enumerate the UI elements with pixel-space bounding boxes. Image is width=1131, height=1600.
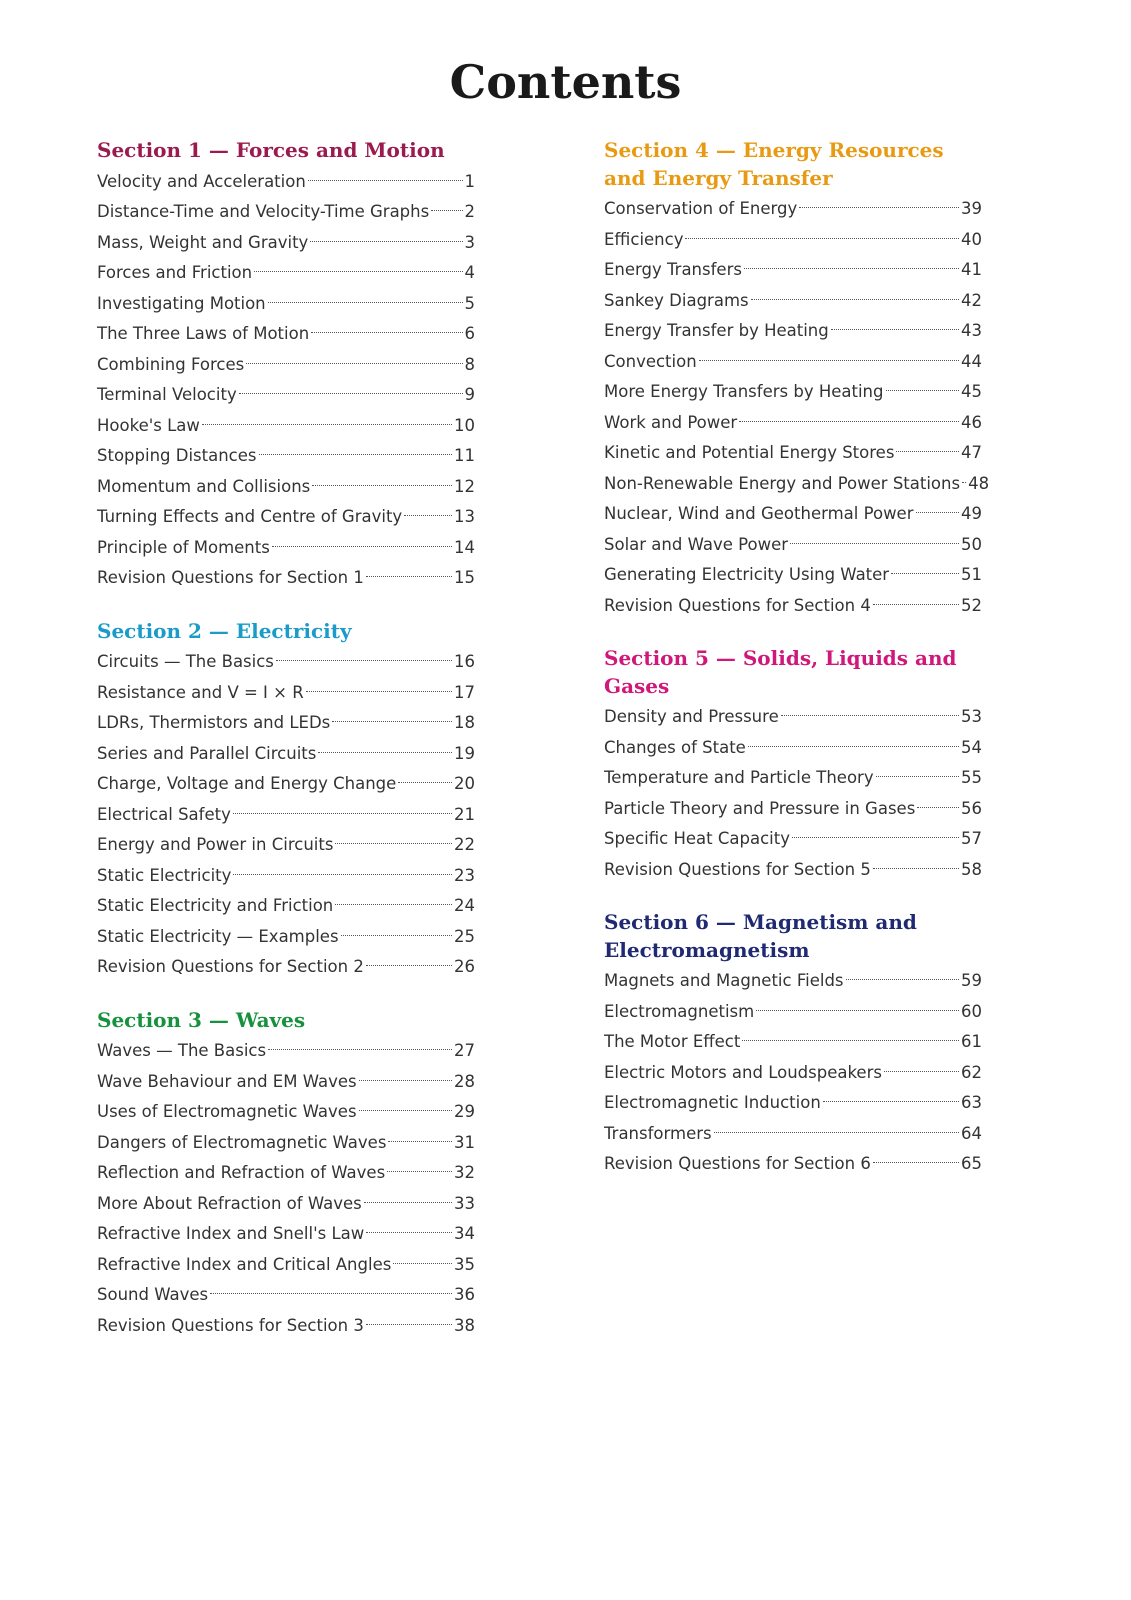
toc-entry-page: 31	[454, 1132, 475, 1152]
toc-entry-title: Refractive Index and Critical Angles	[97, 1254, 392, 1274]
toc-entry-title: Efficiency	[604, 229, 684, 249]
dot-leader	[311, 332, 462, 333]
toc-entry-title: Revision Questions for Section 5	[604, 859, 871, 879]
section-heading: Section 4 — Energy Resources and Energy Transfer	[604, 138, 944, 190]
section-heading: Section 5 — Solids, Liquids and Gases	[604, 646, 957, 698]
toc-entry-title: Static Electricity and Friction	[97, 896, 334, 915]
toc-entry-page: 43	[961, 321, 982, 340]
section-3	[97, 1007, 475, 1342]
dot-leader	[744, 268, 959, 269]
section-6	[604, 909, 982, 1180]
toc-entry-page: 40	[961, 229, 982, 249]
toc-entry	[97, 1219, 475, 1250]
toc-entry	[97, 1189, 475, 1220]
toc-entry	[604, 286, 982, 317]
dot-leader	[896, 451, 959, 452]
toc-entry	[97, 228, 475, 259]
toc-entry-page: 17	[454, 682, 475, 702]
toc-entry-page: 49	[961, 504, 982, 523]
toc-entry	[97, 708, 475, 739]
dot-leader	[272, 546, 452, 547]
toc-entry-page: 63	[961, 1093, 982, 1112]
toc-entry-page: 25	[454, 926, 475, 946]
section-heading: Section 6 — Magnetism and Electromagnetism	[604, 910, 917, 962]
section-1	[97, 137, 475, 594]
dot-leader	[276, 660, 452, 661]
dot-leader	[873, 604, 959, 605]
section-heading: Section 2 — Electricity	[97, 618, 352, 643]
toc-entry-page: 16	[454, 652, 475, 671]
toc-entry-page: 19	[454, 743, 475, 763]
toc-entry-page: 36	[454, 1285, 475, 1304]
toc-entry-page: 9	[464, 385, 475, 404]
toc-entry	[97, 1128, 475, 1159]
dot-leader	[781, 715, 959, 716]
dot-leader	[268, 1049, 452, 1050]
toc-entry-page: 41	[961, 260, 982, 279]
toc-entry-title: Static Electricity — Examples	[97, 926, 339, 946]
toc-entry	[97, 739, 475, 770]
toc-entry-title: Combining Forces	[97, 354, 245, 374]
toc-entry	[97, 861, 475, 892]
toc-entry-title: Turning Effects and Centre of Gravity	[97, 507, 403, 526]
toc-entry-page: 50	[961, 534, 982, 554]
toc-entry	[604, 763, 982, 794]
dot-leader	[873, 868, 959, 869]
toc-entry	[604, 255, 982, 286]
dot-leader	[268, 302, 463, 303]
entry-list	[97, 647, 475, 983]
toc-entry-page: 14	[454, 537, 475, 557]
toc-entry	[604, 1058, 982, 1089]
dot-leader	[917, 807, 959, 808]
dot-leader	[790, 543, 959, 544]
dot-leader	[233, 813, 452, 814]
entry-list	[97, 167, 475, 594]
toc-entry-page: 23	[454, 865, 475, 885]
toc-entry-page: 4	[464, 263, 475, 282]
dot-leader	[366, 576, 452, 577]
toc-entry-title: Conservation of Energy	[604, 199, 798, 218]
toc-entry-page: 22	[454, 835, 475, 854]
toc-entry-title: Reflection and Refraction of Waves	[97, 1163, 386, 1182]
toc-entry-title: Specific Heat Capacity	[604, 829, 790, 848]
toc-entry-title: Solar and Wave Power	[604, 534, 788, 554]
dot-leader	[739, 421, 959, 422]
toc-entry-page: 38	[454, 1315, 475, 1335]
toc-entry	[604, 438, 982, 469]
toc-entry-title: The Three Laws of Motion	[97, 324, 310, 343]
toc-entry	[97, 502, 475, 533]
dot-leader	[398, 782, 452, 783]
dot-leader	[388, 1141, 452, 1142]
toc-entry-title: Magnets and Magnetic Fields	[604, 971, 844, 990]
dot-leader	[886, 390, 960, 391]
toc-entry	[97, 1097, 475, 1128]
toc-entry	[604, 997, 982, 1028]
dot-leader	[891, 573, 959, 574]
toc-entry	[604, 733, 982, 764]
toc-entry-page: 47	[961, 443, 982, 462]
dot-leader	[318, 752, 452, 753]
toc-entry-page: 27	[454, 1041, 475, 1060]
toc-entry-title: Stopping Distances	[97, 446, 257, 465]
toc-entry-title: Forces and Friction	[97, 263, 253, 282]
toc-entry-page: 29	[454, 1102, 475, 1121]
dot-leader	[359, 1080, 452, 1081]
toc-entry-title: Uses of Electromagnetic Waves	[97, 1102, 357, 1121]
toc-entry-page: 11	[454, 446, 475, 465]
toc-entry	[604, 855, 982, 886]
toc-entry	[97, 472, 475, 503]
toc-entry-page: 45	[961, 382, 982, 401]
dot-leader	[246, 363, 462, 364]
toc-entry-title: Sound Waves	[97, 1285, 209, 1304]
toc-entry-page: 59	[961, 971, 982, 990]
dot-leader	[916, 512, 960, 513]
toc-entry-title: The Motor Effect	[604, 1032, 741, 1051]
toc-entry	[97, 952, 475, 983]
dot-leader	[335, 843, 452, 844]
toc-entry-page: 57	[961, 829, 982, 848]
section-4	[604, 137, 990, 621]
toc-entry-page: 2	[464, 202, 475, 221]
toc-entry-title: Particle Theory and Pressure in Gases	[604, 798, 916, 818]
toc-entry-page: 5	[464, 293, 475, 313]
toc-entry-title: Work and Power	[604, 412, 738, 432]
dot-leader	[393, 1263, 452, 1264]
dot-leader	[742, 1040, 959, 1041]
dot-leader	[831, 329, 959, 330]
dot-leader	[799, 207, 959, 208]
toc-entry-title: Electric Motors and Loudspeakers	[604, 1062, 882, 1082]
toc-entry-page: 46	[961, 412, 982, 432]
toc-entry	[604, 194, 982, 225]
dot-leader	[823, 1101, 959, 1102]
dot-leader	[259, 454, 453, 455]
section-5	[604, 645, 982, 885]
toc-entry	[97, 830, 475, 861]
toc-entry	[97, 319, 475, 350]
toc-entry	[97, 1280, 475, 1311]
section-heading: Section 1 — Forces and Motion	[97, 138, 445, 162]
dot-leader	[685, 238, 959, 239]
toc-entry-title: Electromagnetic Induction	[604, 1093, 821, 1112]
toc-entry	[604, 469, 990, 500]
toc-entry-title: Mass, Weight and Gravity	[97, 232, 309, 252]
dot-leader	[359, 1110, 452, 1111]
toc-entry-title: Generating Electricity Using Water	[604, 565, 890, 584]
toc-entry-title: More Energy Transfers by Heating	[604, 382, 884, 401]
toc-entry-page: 51	[961, 565, 982, 584]
toc-entry-title: Temperature and Particle Theory	[604, 768, 874, 787]
toc-entry-title: Refractive Index and Snell's Law	[97, 1224, 365, 1243]
toc-entry	[604, 794, 982, 825]
toc-entry-title: Dangers of Electromagnetic Waves	[97, 1132, 387, 1152]
toc-entry-title: Revision Questions for Section 1	[97, 568, 364, 587]
toc-entry-page: 35	[454, 1254, 475, 1274]
toc-entry	[604, 347, 982, 378]
toc-entry	[97, 891, 475, 922]
dot-leader	[310, 241, 462, 242]
dot-leader	[364, 1202, 452, 1203]
toc-entry-page: 48	[968, 473, 990, 493]
toc-entry	[97, 411, 475, 442]
toc-entry	[97, 350, 475, 381]
dot-leader	[748, 746, 959, 747]
toc-entry	[604, 1088, 982, 1119]
dot-leader	[699, 360, 959, 361]
toc-entry-title: Convection	[604, 351, 697, 371]
dot-leader	[366, 1232, 452, 1233]
toc-entry-title: LDRs, Thermistors and LEDs	[97, 713, 331, 732]
toc-entry-page: 62	[961, 1062, 982, 1082]
toc-entry	[97, 563, 475, 594]
toc-entry-title: Electrical Safety	[97, 804, 231, 824]
dot-leader	[366, 965, 452, 966]
toc-entry	[604, 499, 982, 530]
dot-leader	[233, 874, 452, 875]
toc-entry-page: 20	[454, 774, 475, 793]
dot-leader	[308, 180, 463, 181]
dot-leader	[846, 979, 959, 980]
toc-entry-title: Sankey Diagrams	[604, 290, 749, 310]
toc-entry-title: Revision Questions for Section 3	[97, 1315, 364, 1335]
toc-entry-title: Wave Behaviour and EM Waves	[97, 1071, 357, 1091]
toc-entry-page: 1	[464, 171, 475, 191]
toc-entry-title: Changes of State	[604, 737, 746, 757]
toc-entry-page: 53	[961, 707, 982, 726]
dot-leader	[387, 1171, 452, 1172]
toc-entry	[97, 1311, 475, 1342]
toc-entry-page: 21	[454, 804, 475, 824]
toc-entry	[97, 678, 475, 709]
toc-entry	[604, 560, 982, 591]
dot-leader	[312, 485, 452, 486]
toc-entry	[604, 1149, 982, 1180]
toc-entry	[97, 1067, 475, 1098]
contents-right-column	[604, 137, 990, 1204]
entry-list	[604, 966, 982, 1180]
toc-entry-page: 10	[454, 415, 475, 435]
toc-entry-page: 60	[961, 1001, 982, 1021]
toc-entry-page: 65	[961, 1154, 982, 1173]
dot-leader	[873, 1162, 959, 1163]
toc-entry	[97, 922, 475, 953]
dot-leader	[792, 837, 959, 838]
toc-entry-title: Non-Renewable Energy and Power Stations	[604, 473, 961, 493]
toc-entry-title: Series and Parallel Circuits	[97, 743, 317, 763]
toc-entry-title: Distance-Time and Velocity-Time Graphs	[97, 202, 430, 221]
toc-entry-page: 55	[961, 768, 982, 787]
toc-entry-title: Energy and Power in Circuits	[97, 835, 334, 854]
toc-entry	[604, 1119, 982, 1150]
entry-list	[604, 194, 990, 621]
toc-entry	[97, 380, 475, 411]
dot-leader	[332, 721, 452, 722]
toc-entry-page: 12	[454, 476, 475, 496]
toc-entry-page: 13	[454, 507, 475, 526]
toc-entry	[604, 824, 982, 855]
toc-entry	[604, 377, 982, 408]
toc-entry-page: 64	[961, 1123, 982, 1143]
toc-entry-title: Principle of Moments	[97, 537, 270, 557]
toc-entry-title: Circuits — The Basics	[97, 652, 274, 671]
toc-entry-title: Revision Questions for Section 4	[604, 595, 871, 615]
toc-entry	[97, 258, 475, 289]
toc-entry-title: Investigating Motion	[97, 293, 266, 313]
toc-entry-page: 39	[961, 199, 982, 218]
toc-entry-title: More About Refraction of Waves	[97, 1193, 362, 1213]
toc-entry	[604, 1027, 982, 1058]
toc-entry	[604, 408, 982, 439]
dot-leader	[714, 1132, 959, 1133]
toc-entry-title: Charge, Voltage and Energy Change	[97, 774, 397, 793]
toc-entry-title: Kinetic and Potential Energy Stores	[604, 443, 895, 462]
dot-leader	[202, 424, 452, 425]
toc-entry	[97, 1158, 475, 1189]
toc-entry	[604, 591, 982, 622]
toc-entry-title: Transformers	[604, 1123, 712, 1143]
toc-entry-title: Momentum and Collisions	[97, 476, 311, 496]
toc-entry	[604, 702, 982, 733]
dot-leader	[210, 1293, 452, 1294]
entry-list	[604, 702, 982, 885]
toc-entry	[97, 441, 475, 472]
toc-entry	[604, 966, 982, 997]
toc-entry-page: 58	[961, 859, 982, 879]
toc-entry-page: 15	[454, 568, 475, 587]
dot-leader	[884, 1071, 959, 1072]
toc-entry-page: 61	[961, 1032, 982, 1051]
dot-leader	[756, 1010, 959, 1011]
dot-leader	[876, 776, 959, 777]
entry-list	[97, 1036, 475, 1341]
toc-entry	[97, 647, 475, 678]
toc-entry-page: 44	[961, 351, 982, 371]
toc-entry	[604, 316, 982, 347]
toc-entry-title: Hooke's Law	[97, 415, 200, 435]
toc-entry-page: 52	[961, 595, 982, 615]
section-2	[97, 618, 475, 983]
toc-entry	[97, 800, 475, 831]
toc-entry	[604, 530, 982, 561]
toc-entry	[97, 533, 475, 564]
toc-entry-title: Density and Pressure	[604, 707, 779, 726]
toc-entry-title: Velocity and Acceleration	[97, 171, 306, 191]
page-title: Contents	[449, 55, 682, 109]
toc-entry-page: 42	[961, 290, 982, 310]
toc-entry	[97, 197, 475, 228]
toc-entry-title: Resistance and V = I × R	[97, 682, 304, 702]
toc-entry-page: 6	[464, 324, 475, 343]
dot-leader	[306, 691, 452, 692]
toc-entry-title: Energy Transfers	[604, 260, 742, 279]
dot-leader	[366, 1324, 452, 1325]
dot-leader	[239, 393, 463, 394]
toc-entry-page: 18	[454, 713, 475, 732]
toc-entry	[97, 1250, 475, 1281]
section-heading: Section 3 — Waves	[97, 1007, 306, 1032]
toc-entry-page: 33	[454, 1193, 475, 1213]
toc-entry	[604, 225, 982, 256]
toc-entry-page: 8	[464, 354, 475, 374]
toc-entry-page: 28	[454, 1071, 475, 1091]
toc-entry-page: 54	[961, 737, 982, 757]
toc-entry	[97, 289, 475, 320]
toc-entry-title: Waves — The Basics	[97, 1041, 267, 1060]
toc-entry	[97, 769, 475, 800]
toc-entry-page: 32	[454, 1163, 475, 1182]
toc-entry	[97, 1036, 475, 1067]
dot-leader	[751, 299, 959, 300]
dot-leader	[335, 904, 452, 905]
dot-leader	[254, 271, 462, 272]
dot-leader	[431, 210, 462, 211]
toc-entry-title: Revision Questions for Section 6	[604, 1154, 871, 1173]
toc-entry-title: Revision Questions for Section 2	[97, 957, 364, 976]
toc-entry-page: 34	[454, 1224, 475, 1243]
dot-leader	[341, 935, 452, 936]
toc-entry-title: Electromagnetism	[604, 1001, 755, 1021]
toc-entry	[97, 167, 475, 198]
toc-entry-page: 3	[464, 232, 475, 252]
toc-entry-page: 56	[961, 798, 982, 818]
toc-entry-page: 24	[454, 896, 475, 915]
toc-entry-title: Nuclear, Wind and Geothermal Power	[604, 504, 914, 523]
contents-left-column	[97, 137, 475, 1365]
toc-entry-page: 26	[454, 957, 475, 976]
toc-entry-title: Energy Transfer by Heating	[604, 321, 829, 340]
toc-entry-title: Static Electricity	[97, 865, 232, 885]
dot-leader	[962, 482, 966, 483]
toc-entry-title: Terminal Velocity	[97, 385, 237, 404]
dot-leader	[404, 515, 452, 516]
